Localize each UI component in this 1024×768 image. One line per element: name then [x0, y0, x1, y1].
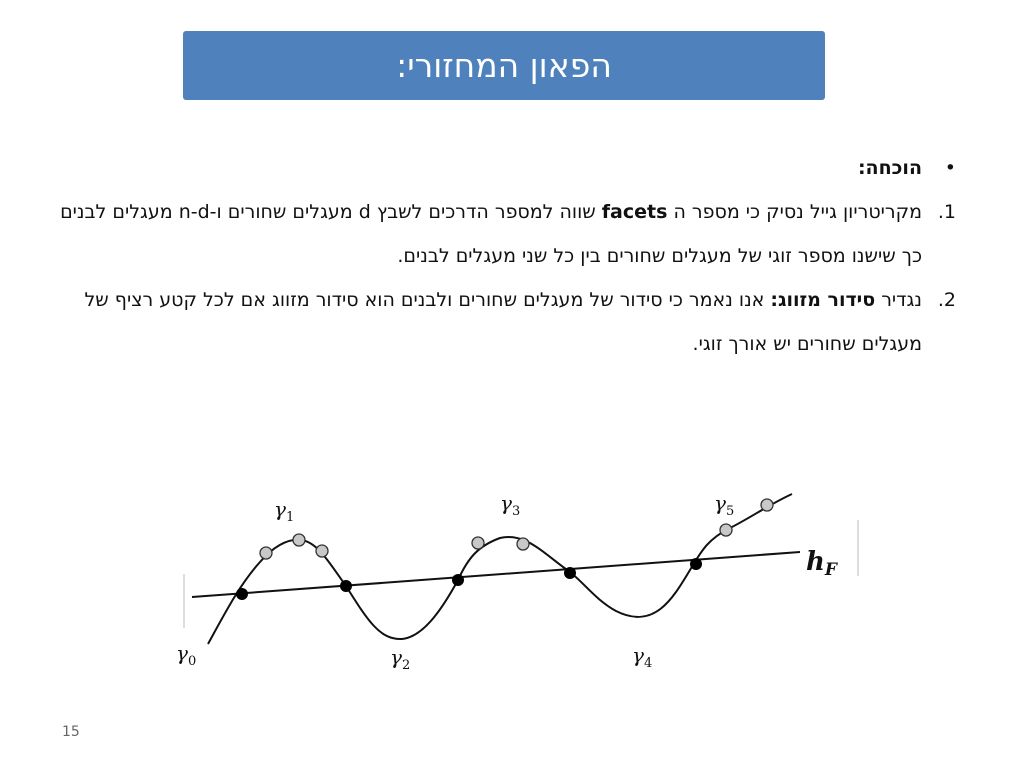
list-item-1: [48, 190, 956, 278]
white-dot: [761, 499, 773, 511]
gamma-0-label: $\gamma_0$: [176, 641, 197, 669]
title-bar: [183, 31, 825, 100]
page-number: 15: [62, 724, 80, 740]
white-dot: [316, 545, 328, 557]
cyclic-polytope-diagram: [170, 478, 870, 683]
h-f-line: [192, 552, 800, 597]
list-item-1-bold: facets: [601, 201, 668, 223]
white-dot: [293, 534, 305, 546]
list-item-2-number: 2.: [937, 289, 956, 311]
white-dot: [472, 537, 484, 549]
list-item-1-text-a: מקריטריון גייל נסיק כי מספר ה: [667, 201, 922, 223]
list-item-1-text-b: שווה למספר הדרכים לשבץ d מעגלים שחורים ו-n-d מעגלים לבנים כך שישנו מספר זוגי של מעגלים שחורים בין כל שני מעגלים לבנים.: [60, 201, 922, 267]
proof-heading: הוכחה:: [857, 157, 922, 179]
bullet-marker: •: [944, 157, 956, 179]
black-dot: [340, 580, 352, 592]
white-dot: [260, 547, 272, 559]
list-item-1-number: 1.: [937, 201, 956, 223]
black-dot: [236, 588, 248, 600]
black-dot: [452, 574, 464, 586]
h-f-label: hF: [806, 547, 837, 580]
black-dot: [564, 567, 576, 579]
list-item-2: [48, 278, 956, 366]
slide-content: [48, 146, 956, 366]
gamma-3-label: $\gamma_3$: [500, 491, 521, 519]
list-item-2-bold: סידור מזווג:: [770, 289, 876, 311]
white-dot: [517, 538, 529, 550]
proof-heading-row: [48, 146, 956, 190]
slide-title: הפאון המחזורי:: [396, 46, 612, 85]
moment-curve: [208, 494, 792, 644]
gamma-4-label: $\gamma_4$: [632, 643, 653, 671]
gamma-2-label: $\gamma_2$: [390, 645, 411, 673]
list-item-2-text-b: אנו נאמר כי סידור של מעגלים שחורים ולבנים הוא סידור מזווג אם לכל קטע רציף של מעגלים שחורים יש אורך זוגי.: [84, 289, 922, 355]
gamma-5-label: $\gamma_5$: [714, 491, 735, 519]
white-dot: [720, 524, 732, 536]
gamma-1-label: $\gamma_1$: [274, 497, 295, 525]
black-dot: [690, 558, 702, 570]
list-item-2-text-a: נגדיר: [875, 289, 922, 311]
